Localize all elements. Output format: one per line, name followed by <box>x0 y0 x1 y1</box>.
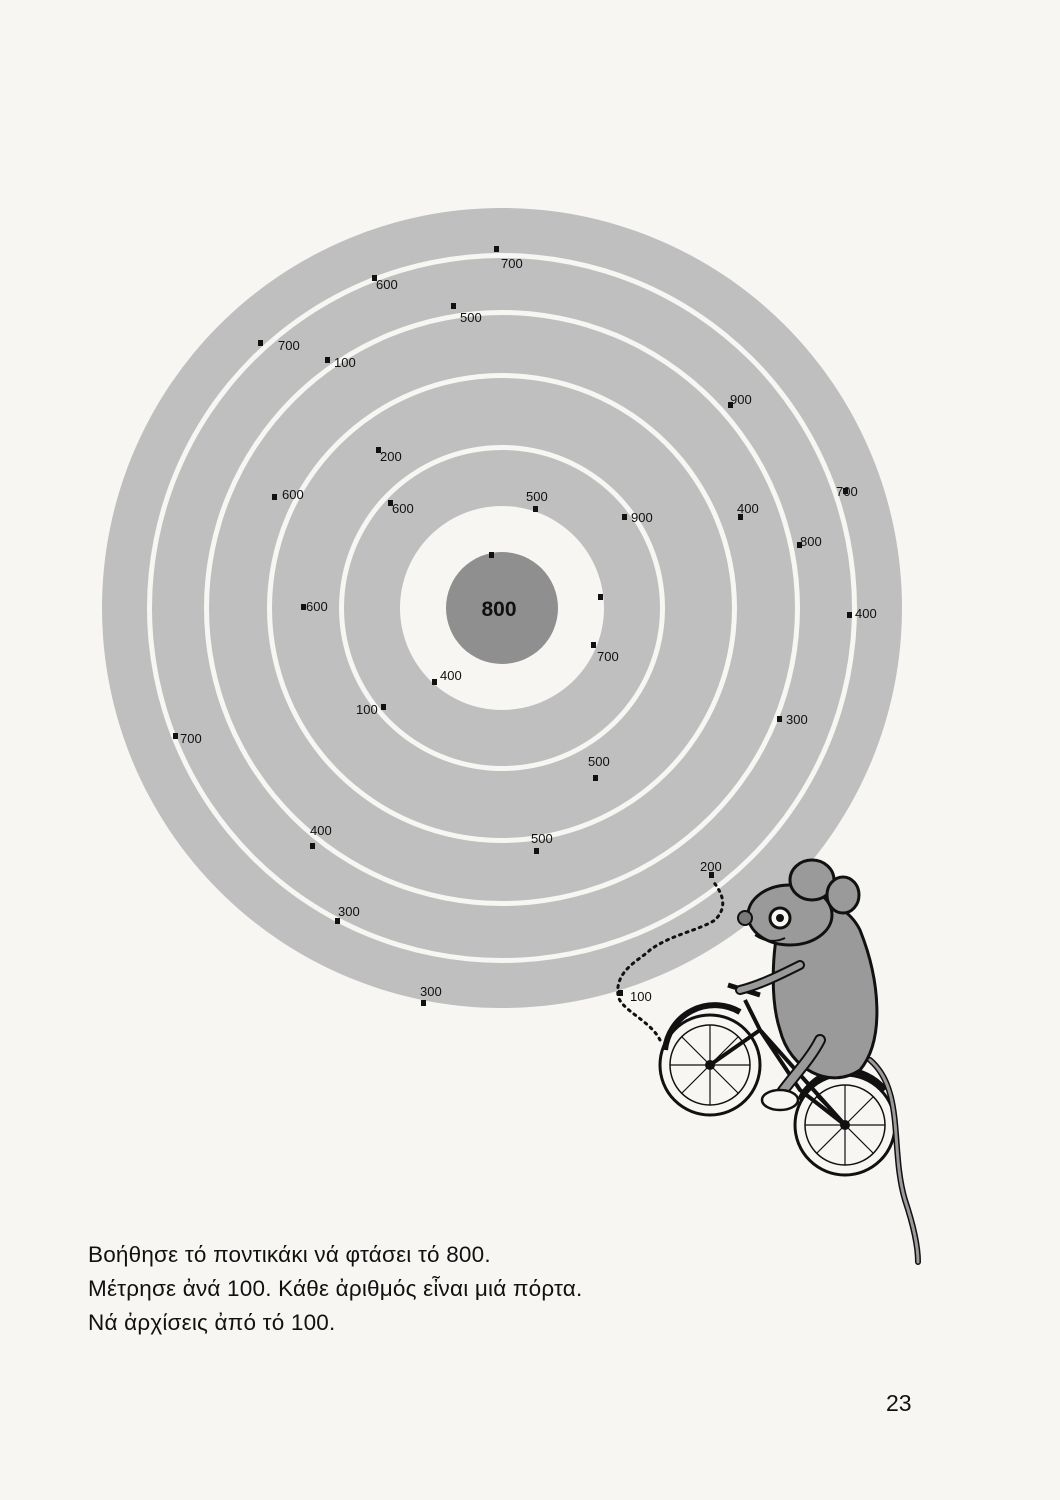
gate-label: 600 <box>392 501 414 516</box>
gate-label: 900 <box>730 392 752 407</box>
gate-label: 700 <box>597 649 619 664</box>
gate-marker <box>489 552 494 558</box>
gate-label: 300 <box>338 904 360 919</box>
gate-marker <box>173 733 178 739</box>
gate-marker <box>310 843 315 849</box>
gate-marker <box>622 514 627 520</box>
gate-marker <box>598 594 603 600</box>
page-number: 23 <box>886 1390 912 1416</box>
gate-marker <box>591 642 596 648</box>
gate-marker <box>593 775 598 781</box>
gate-marker <box>533 506 538 512</box>
gate-marker <box>777 716 782 722</box>
gate-label: 400 <box>737 501 759 516</box>
gate-label: 700 <box>180 731 202 746</box>
gate-marker <box>421 1000 426 1006</box>
gate-label: 300 <box>786 712 808 727</box>
gate-marker <box>325 357 330 363</box>
gate-label: 200 <box>380 449 402 464</box>
gate-label: 500 <box>531 831 553 846</box>
gate-label: 200 <box>700 859 722 874</box>
gate-label: 900 <box>631 510 653 525</box>
center-value: 800 <box>481 598 517 621</box>
gate-marker <box>272 494 277 500</box>
gate-label: 600 <box>282 487 304 502</box>
instruction-line-1: Βοήθησε τό ποντικάκι νά φτάσει τό 800. <box>88 1242 491 1267</box>
gate-label: 600 <box>376 277 398 292</box>
gate-marker <box>494 246 499 252</box>
gate-label: 500 <box>526 489 548 504</box>
gate-label: 100 <box>630 989 652 1004</box>
gate-label: 700 <box>501 256 523 271</box>
gate-marker <box>432 679 437 685</box>
instruction-line-2: Μέτρησε ἀνά 100. Κάθε ἀριθμός εἶναι μιά πόρτα. <box>88 1276 583 1301</box>
instructions <box>88 1238 908 1340</box>
gate-label: 400 <box>310 823 332 838</box>
gate-label: 800 <box>800 534 822 549</box>
gate-label: 400 <box>440 668 462 683</box>
gate-label: 100 <box>356 702 378 717</box>
gate-label: 300 <box>420 984 442 999</box>
gate-marker <box>534 848 539 854</box>
gate-marker <box>381 704 386 710</box>
gate-label: 700 <box>836 484 858 499</box>
gate-label: 600 <box>306 599 328 614</box>
gate-label: 500 <box>588 754 610 769</box>
gate-marker <box>847 612 852 618</box>
gate-label: 700 <box>278 338 300 353</box>
gate-marker <box>451 303 456 309</box>
gate-label: 500 <box>460 310 482 325</box>
instruction-line-3: Νά ἀρχίσεις ἀπό τό 100. <box>88 1310 336 1335</box>
gate-marker <box>258 340 263 346</box>
gate-label: 400 <box>855 606 877 621</box>
gate-label: 100 <box>334 355 356 370</box>
